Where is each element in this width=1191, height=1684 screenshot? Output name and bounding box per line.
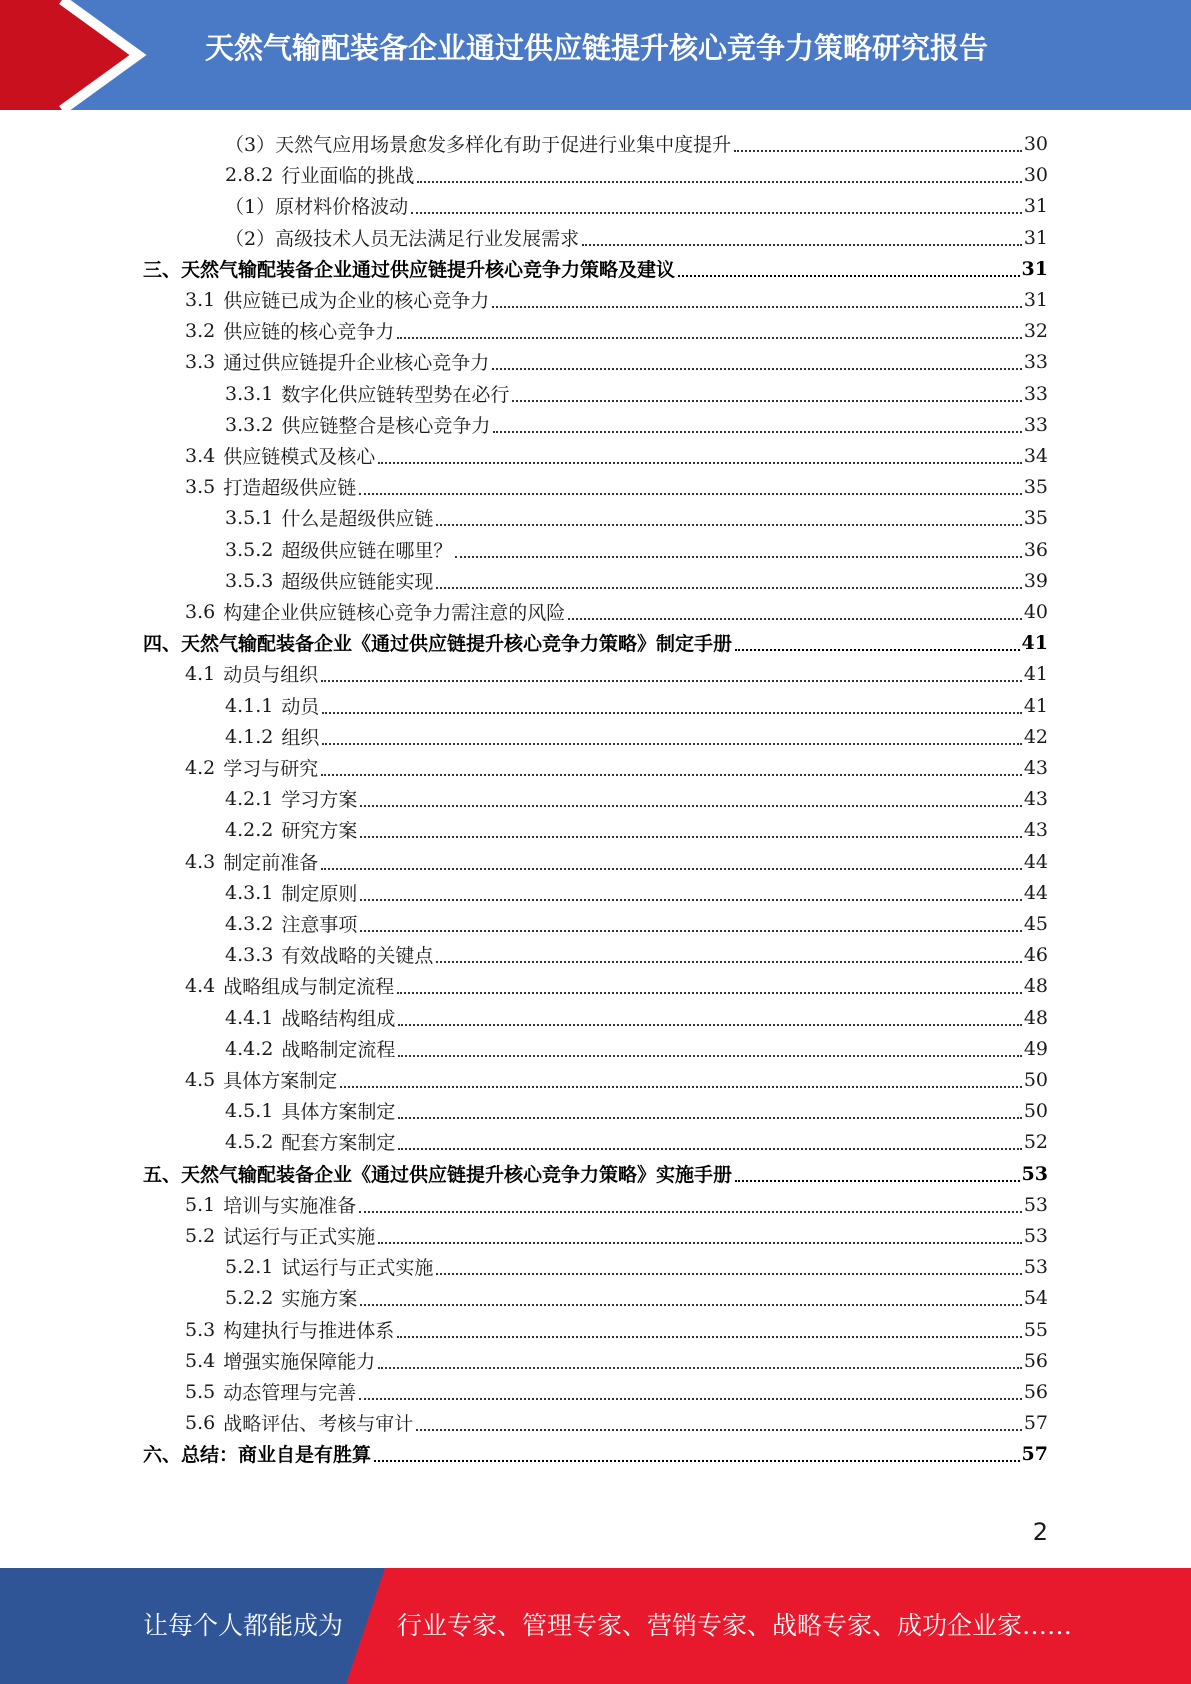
- toc-entry-label: 总结：商业自是有胜算: [181, 1444, 372, 1466]
- toc-entry-number: 4.3.3: [225, 943, 274, 966]
- toc-entry-page: 43: [1023, 818, 1048, 841]
- toc-entry[interactable]: [225, 409, 1048, 440]
- toc-entry-number: 3.3.2: [225, 413, 274, 436]
- toc-entry-page: 31: [1023, 288, 1048, 311]
- toc-entry-number: 2.8.2: [225, 163, 274, 186]
- toc-entry-number: 3.3: [185, 350, 216, 373]
- toc-entry-number: 5.5: [185, 1380, 216, 1403]
- toc-entry-page: 39: [1023, 569, 1048, 592]
- toc-chapter-entry[interactable]: [143, 1438, 1048, 1469]
- toc-entry-page: 49: [1023, 1037, 1048, 1060]
- toc-dot-leader: [436, 939, 1021, 970]
- toc-dot-leader: [378, 1345, 1022, 1376]
- toc-chapter-entry[interactable]: [143, 253, 1048, 284]
- toc-entry[interactable]: [225, 190, 1048, 221]
- toc-entry-number: 3.5.1: [225, 506, 274, 529]
- toc-entry-number: 3.1: [185, 288, 216, 311]
- toc-entry-number: 3.5.2: [225, 538, 274, 561]
- toc-entry-label: 实施方案: [281, 1288, 358, 1310]
- toc-entry-label: 制定原则: [281, 883, 358, 905]
- toc-entry[interactable]: [185, 284, 1048, 315]
- toc-entry-number: 4.4: [185, 974, 216, 997]
- toc-entry[interactable]: [225, 1282, 1048, 1313]
- toc-entry-number: 4.3.2: [225, 912, 274, 935]
- toc-entry-number: 三、: [143, 259, 182, 281]
- toc-entry-label: 超级供应链在哪里？: [281, 540, 453, 562]
- toc-entry[interactable]: [225, 128, 1048, 159]
- toc-entry[interactable]: [225, 1002, 1048, 1033]
- toc-entry-label: 天然气输配装备企业通过供应链提升核心竞争力策略及建议: [181, 259, 676, 281]
- toc-entry-label: 学习方案: [281, 789, 358, 811]
- toc-entry-page: 31: [1023, 226, 1048, 249]
- toc-entry-page: 50: [1023, 1099, 1048, 1122]
- toc-entry-page: 42: [1023, 725, 1048, 748]
- toc-entry-page: 44: [1023, 850, 1048, 873]
- toc-dot-leader: [359, 1189, 1022, 1220]
- toc-dot-leader: [359, 471, 1022, 502]
- toc-entry-number: 4.4.1: [225, 1006, 274, 1029]
- toc-entry-number: 4.2: [185, 756, 216, 779]
- toc-dot-leader: [340, 1064, 1022, 1095]
- toc-entry-number: 4.3.1: [225, 881, 274, 904]
- toc-entry-number: 5.2.2: [225, 1286, 274, 1309]
- toc-entry[interactable]: [225, 565, 1048, 596]
- toc-entry[interactable]: [225, 159, 1048, 190]
- toc-dot-leader: [734, 128, 1022, 159]
- toc-dot-leader: [397, 1314, 1022, 1345]
- toc-dot-leader: [321, 658, 1022, 689]
- toc-entry-number: 3.2: [185, 319, 216, 342]
- toc-entry-page: 50: [1023, 1068, 1048, 1091]
- report-title: 天然气输配装备企业通过供应链提升核心竞争力策略研究报告: [205, 31, 989, 65]
- toc-entry[interactable]: [225, 1251, 1048, 1282]
- toc-entry-number: 四、: [143, 633, 182, 655]
- toc-entry[interactable]: [225, 502, 1048, 533]
- toc-entry-number: 4.1.1: [225, 694, 274, 717]
- toc-entry[interactable]: [225, 1126, 1048, 1157]
- toc-entry-number: 4.1: [185, 662, 216, 685]
- toc-entry-label: 天然气输配装备企业《通过供应链提升核心竞争力策略》制定手册: [181, 633, 733, 655]
- toc-entry[interactable]: [185, 658, 1048, 689]
- toc-entry-number: （1）: [225, 196, 276, 218]
- toc-entry-label: 战略组成与制定流程: [223, 976, 395, 998]
- toc-entry-label: 配套方案制定: [281, 1132, 396, 1154]
- toc-entry-page: 43: [1023, 787, 1048, 810]
- toc-entry-page: 31: [1023, 194, 1048, 217]
- toc-entry-number: 5.3: [185, 1318, 216, 1341]
- toc-entry-page: 43: [1023, 756, 1048, 779]
- toc-entry-label: 构建执行与推进体系: [223, 1320, 395, 1342]
- toc-entry-number: 5.4: [185, 1349, 216, 1372]
- toc-entry-number: 3.6: [185, 600, 216, 623]
- toc-entry-page: 57: [1021, 1442, 1048, 1465]
- toc-entry-label: 增强实施保障能力: [223, 1351, 376, 1373]
- toc-entry-label: 试运行与正式实施: [223, 1226, 376, 1248]
- toc-dot-leader: [735, 1158, 1020, 1189]
- toc-entry-number: 4.4.2: [225, 1037, 274, 1060]
- toc-entry-label: 天然气应用场景愈发多样化有助于促进行业集中度提升: [275, 134, 732, 156]
- toc-entry-page: 53: [1021, 1162, 1048, 1185]
- toc-entry-label: 动态管理与完善: [223, 1382, 357, 1404]
- toc-entry-page: 33: [1023, 382, 1048, 405]
- toc-entry-number: （2）: [225, 228, 276, 250]
- toc-entry-number: 5.2: [185, 1224, 216, 1247]
- page-number: 2: [1032, 1518, 1048, 1546]
- toc-entry[interactable]: [185, 752, 1048, 783]
- toc-entry-number: 4.2.2: [225, 818, 274, 841]
- toc-entry-page: 55: [1023, 1318, 1048, 1341]
- toc-entry-page: 33: [1023, 350, 1048, 373]
- toc-entry-page: 34: [1023, 444, 1048, 467]
- toc-entry-label: 动员与组织: [223, 664, 319, 686]
- footer-slogan-right: 行业专家、管理专家、营销专家、战略专家、成功企业家……: [397, 1611, 1073, 1640]
- toc-entry-page: 30: [1023, 132, 1048, 155]
- toc-dot-leader: [436, 565, 1021, 596]
- toc-entry[interactable]: [185, 970, 1048, 1001]
- toc-entry-number: 3.4: [185, 444, 216, 467]
- toc-entry-label: 制定前准备: [223, 852, 319, 874]
- toc-entry-label: 战略结构组成: [281, 1008, 396, 1030]
- toc-entry-page: 56: [1023, 1380, 1048, 1403]
- toc-entry-label: 战略评估、考核与审计: [223, 1413, 414, 1435]
- page-header: [0, 0, 1191, 110]
- toc-entry-label: 供应链整合是核心竞争力: [281, 415, 491, 437]
- toc-entry[interactable]: [225, 814, 1048, 845]
- toc-entry[interactable]: [225, 908, 1048, 939]
- toc-entry-label: 组织: [281, 727, 320, 749]
- toc-dot-leader: [512, 378, 1021, 409]
- toc-entry-page: 36: [1023, 538, 1048, 561]
- toc-entry[interactable]: [225, 721, 1048, 752]
- toc-entry-label: 有效战略的关键点: [281, 945, 434, 967]
- toc-entry-page: 53: [1023, 1255, 1048, 1278]
- toc-entry-label: 超级供应链能实现: [281, 571, 434, 593]
- toc-dot-leader: [411, 190, 1022, 221]
- toc-entry[interactable]: [225, 378, 1048, 409]
- toc-entry[interactable]: [185, 1407, 1048, 1438]
- toc-entry-label: 动员: [281, 696, 320, 718]
- toc-dot-leader: [321, 752, 1022, 783]
- toc-dot-leader: [416, 1407, 1022, 1438]
- toc-entry-page: 31: [1021, 257, 1048, 280]
- toc-entry-page: 54: [1023, 1286, 1048, 1309]
- toc-entry-label: 注意事项: [281, 914, 358, 936]
- toc-entry-label: 原材料价格波动: [275, 196, 409, 218]
- page-footer: [0, 1568, 1191, 1684]
- toc-dot-leader: [397, 970, 1022, 1001]
- toc-entry-number: 4.2.1: [225, 787, 274, 810]
- toc-entry-label: 行业面临的挑战: [281, 165, 415, 187]
- toc-entry-label: 供应链模式及核心: [223, 446, 376, 468]
- toc-dot-leader: [359, 1376, 1022, 1407]
- toc-entry-page: 35: [1023, 506, 1048, 529]
- toc-entry[interactable]: [185, 1064, 1048, 1095]
- toc-dot-leader: [398, 1126, 1021, 1157]
- toc-dot-leader: [455, 534, 1021, 565]
- toc-entry-number: 4.3: [185, 850, 216, 873]
- toc-entry-page: 40: [1023, 600, 1048, 623]
- toc-entry-page: 48: [1023, 974, 1048, 997]
- toc-entry-page: 41: [1021, 631, 1048, 654]
- toc-entry[interactable]: [225, 877, 1048, 908]
- toc-entry[interactable]: [225, 939, 1048, 970]
- toc-entry[interactable]: [185, 1189, 1048, 1220]
- toc-entry-label: 战略制定流程: [281, 1039, 396, 1061]
- toc-entry-label: 试运行与正式实施: [281, 1257, 434, 1279]
- toc-entry[interactable]: [185, 346, 1048, 377]
- toc-dot-leader: [398, 1033, 1021, 1064]
- toc-entry-number: 4.5.1: [225, 1099, 274, 1122]
- toc-entry[interactable]: [225, 1095, 1048, 1126]
- toc-entry[interactable]: [225, 690, 1048, 721]
- toc-entry-number: 3.5.3: [225, 569, 274, 592]
- toc-dot-leader: [360, 908, 1021, 939]
- toc-dot-leader: [678, 253, 1020, 284]
- toc-entry-page: 46: [1023, 943, 1048, 966]
- toc-entry-number: （3）: [225, 134, 276, 156]
- toc-dot-leader: [582, 222, 1022, 253]
- header-red-arrow-icon: [0, 0, 150, 110]
- toc-entry-label: 具体方案制定: [223, 1070, 338, 1092]
- toc-entry[interactable]: [185, 1314, 1048, 1345]
- toc-dot-leader: [360, 783, 1021, 814]
- toc-entry-page: 45: [1023, 912, 1048, 935]
- toc-dot-leader: [322, 721, 1021, 752]
- toc-entry-page: 53: [1023, 1224, 1048, 1247]
- toc-dot-leader: [378, 1220, 1022, 1251]
- toc-entry-page: 41: [1023, 694, 1048, 717]
- toc-entry-label: 供应链的核心竞争力: [223, 321, 395, 343]
- toc-entry-label: 天然气输配装备企业《通过供应链提升核心竞争力策略》实施手册: [181, 1164, 733, 1186]
- toc-entry-number: 4.1.2: [225, 725, 274, 748]
- toc-entry[interactable]: [185, 596, 1048, 627]
- toc-entry[interactable]: [185, 471, 1048, 502]
- toc-dot-leader: [360, 1282, 1021, 1313]
- toc-entry[interactable]: [185, 1376, 1048, 1407]
- toc-entry-label: 通过供应链提升企业核心竞争力: [223, 352, 490, 374]
- toc-entry-page: 41: [1023, 662, 1048, 685]
- toc-dot-leader: [321, 846, 1022, 877]
- toc-dot-leader: [360, 877, 1021, 908]
- toc-dot-leader: [735, 627, 1020, 658]
- toc-dot-leader: [492, 284, 1022, 315]
- toc-dot-leader: [398, 1002, 1021, 1033]
- toc-entry[interactable]: [225, 534, 1048, 565]
- toc-entry[interactable]: [225, 222, 1048, 253]
- toc-dot-leader: [397, 315, 1022, 346]
- toc-entry-number: 五、: [143, 1164, 182, 1186]
- toc-dot-leader: [360, 814, 1021, 845]
- toc-entry-page: 30: [1023, 163, 1048, 186]
- toc-entry-page: 44: [1023, 881, 1048, 904]
- toc-dot-leader: [568, 596, 1022, 627]
- toc-entry-label: 构建企业供应链核心竞争力需注意的风险: [223, 602, 566, 624]
- toc-dot-leader: [493, 409, 1021, 440]
- toc-entry-label: 高级技术人员无法满足行业发展需求: [275, 228, 580, 250]
- toc-entry-page: 48: [1023, 1006, 1048, 1029]
- toc-entry[interactable]: [225, 783, 1048, 814]
- toc-dot-leader: [436, 502, 1021, 533]
- toc-entry-label: 具体方案制定: [281, 1101, 396, 1123]
- toc-dot-leader: [374, 1438, 1020, 1469]
- toc-dot-leader: [436, 1251, 1021, 1282]
- toc-entry-label: 打造超级供应链: [223, 477, 357, 499]
- toc-entry[interactable]: [185, 1220, 1048, 1251]
- toc-entry-page: 53: [1023, 1193, 1048, 1216]
- toc-entry[interactable]: [185, 315, 1048, 346]
- toc-entry-label: 研究方案: [281, 820, 358, 842]
- toc-entry-page: 57: [1023, 1411, 1048, 1434]
- toc-dot-leader: [492, 346, 1022, 377]
- toc-entry-number: 4.5.2: [225, 1130, 274, 1153]
- toc-entry-page: 56: [1023, 1349, 1048, 1372]
- toc-entry[interactable]: [225, 1033, 1048, 1064]
- toc-entry-number: 4.5: [185, 1068, 216, 1091]
- toc-entry-label: 学习与研究: [223, 758, 319, 780]
- toc-entry-page: 35: [1023, 475, 1048, 498]
- toc-entry-label: 供应链已成为企业的核心竞争力: [223, 290, 490, 312]
- toc-dot-leader: [378, 440, 1022, 471]
- toc-entry[interactable]: [185, 440, 1048, 471]
- toc-entry-page: 33: [1023, 413, 1048, 436]
- toc-entry-label: 数字化供应链转型势在必行: [281, 384, 510, 406]
- toc-entry-number: 5.6: [185, 1411, 216, 1434]
- toc-dot-leader: [322, 690, 1021, 721]
- toc-entry-label: 培训与实施准备: [223, 1195, 357, 1217]
- toc-entry-number: 5.1: [185, 1193, 216, 1216]
- toc-entry-page: 52: [1023, 1130, 1048, 1153]
- toc-dot-leader: [398, 1095, 1021, 1126]
- toc-entry[interactable]: [185, 846, 1048, 877]
- toc-chapter-entry[interactable]: [143, 627, 1048, 658]
- toc-entry-number: 六、: [143, 1444, 182, 1466]
- toc-entry[interactable]: [185, 1345, 1048, 1376]
- toc-dot-leader: [417, 159, 1021, 190]
- toc-entry-number: 5.2.1: [225, 1255, 274, 1278]
- footer-slogan-left: 让每个人都能成为: [143, 1611, 344, 1640]
- toc-entry-number: 3.5: [185, 475, 216, 498]
- toc-chapter-entry[interactable]: [143, 1158, 1048, 1189]
- toc-entry-page: 32: [1023, 319, 1048, 342]
- toc-entry-label: 什么是超级供应链: [281, 508, 434, 530]
- toc-entry-number: 3.3.1: [225, 382, 274, 405]
